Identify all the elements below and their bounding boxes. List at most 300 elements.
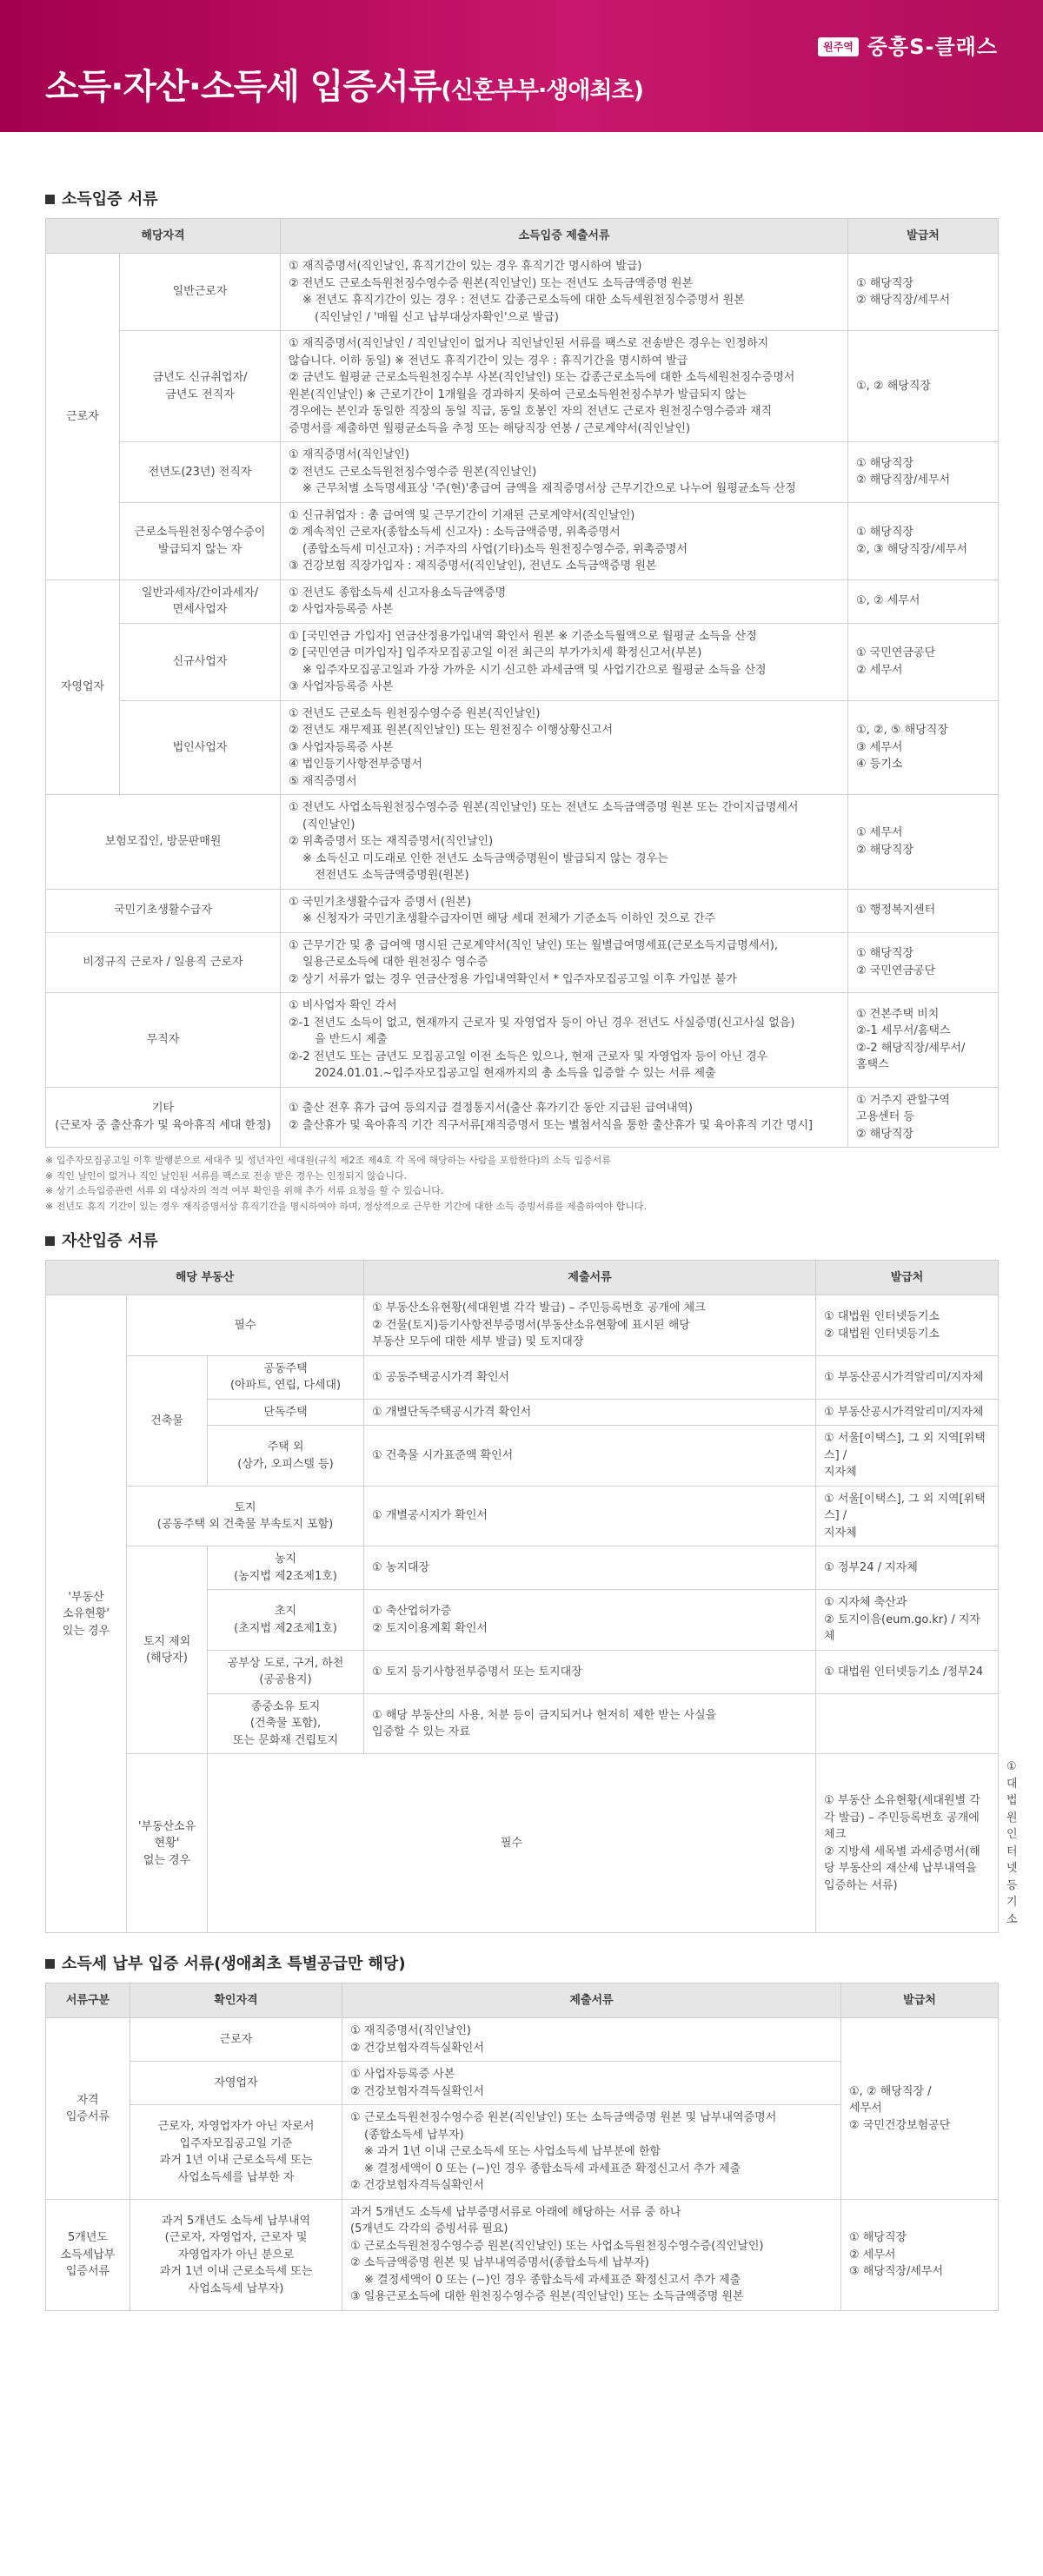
text-line: ④ 법인등기사항전부증명서 <box>289 758 422 771</box>
income-qual <box>46 795 281 890</box>
text-line: ② 건물(토지)등기사항전부증명서(부동산소유현황에 표시된 해당 <box>372 1318 690 1332</box>
income-docs <box>281 932 848 993</box>
text-line: (근로자, 자영업자, 근로자 및 <box>164 2231 308 2245</box>
text-line: ② 토지이음(eum.go.kr) / 지자체 <box>824 1612 980 1644</box>
asset-group-owned <box>46 1295 127 1933</box>
table-row <box>46 1486 999 1546</box>
text-line: 입증서류 <box>65 2265 110 2279</box>
text-line: ② 금년도 월평균 근로소득원천징수부 사본(직인날인) 또는 갑종근로소득에 대한 소득세원천징수증명서 <box>289 371 795 384</box>
asset-qual <box>208 1693 364 1754</box>
text-line: (건축물 포함), <box>249 1717 322 1731</box>
text-line: ③ 건강보험 직장가입자 : 재직증명서(직인날인), 전년도 소득금액증명 원본 <box>289 560 657 573</box>
income-qual <box>120 700 281 795</box>
section-income-title <box>45 188 998 211</box>
text-line: 전전년도 소득금액증명원(원본) <box>315 869 469 882</box>
income-issuer <box>848 254 999 331</box>
text-line: 토지 <box>234 1500 256 1514</box>
text-line: 법인사업자 <box>172 740 228 754</box>
text-line: ② 해당직장 <box>856 1127 914 1141</box>
text-line: 홈택스 <box>856 1058 889 1072</box>
text-line: 있는 경우 <box>62 1624 110 1638</box>
income-issuer <box>848 795 999 890</box>
text-line: ① 사업자등록증 사본 <box>350 2068 455 2082</box>
section-tax-label: 소득세 납부 입증 서류(생애최초 특별공급만 해당) <box>62 1955 406 1974</box>
text-line: (해당자) <box>146 1652 188 1665</box>
section-tax-title <box>45 1952 998 1976</box>
income-table-body <box>46 254 999 1148</box>
income-col-docs: 소득입증 제출서류 <box>281 219 848 254</box>
text-line: ① 전년도 사업소득원천징수영수증 원본(직인날인) 또는 전년도 소득금액증명 원본 또는 간이지급명세서 <box>289 801 799 814</box>
text-line: 세무서 <box>849 2102 882 2116</box>
text-line: ④ 등기소 <box>856 758 903 771</box>
text-line: ①, ②, ⑤ 해당직장 <box>856 724 948 737</box>
text-line: ①, ② 해당직장 <box>856 379 931 393</box>
header-banner <box>0 0 1043 132</box>
income-issuer <box>848 993 999 1088</box>
text-line: ③ 사업자등록증 사본 <box>289 740 394 754</box>
text-line: 입증하는 서류) <box>824 1878 898 1892</box>
text-line: ※ 상기 소득입증관련 서류 외 대상자의 적격 여부 확인을 위해 추가 서류 요청을 할 수 있습니다. <box>45 1185 444 1197</box>
tax-docs <box>342 2199 841 2310</box>
text-line: ① 서울[이택스], 그 외 지역[위택스] / <box>824 1492 986 1523</box>
text-line: ② 전년도 재무제표 원본(직인날인) 또는 원천징수 이행상황신고서 <box>289 724 614 737</box>
text-line: 필수 <box>234 1318 256 1332</box>
tax-issuer <box>841 2018 999 2200</box>
text-line: 을 반드시 제출 <box>315 1033 388 1046</box>
text-line: 2024.01.01.~입주자모집공고일 현재까지의 총 소득을 입증할 수 있는 서류 제출 <box>315 1067 716 1080</box>
text-line: 소유현황' <box>63 1607 110 1621</box>
text-line: ① 축산업허가증 <box>372 1605 452 1619</box>
text-line: ① 해당직장 <box>856 526 914 539</box>
income-qual <box>120 502 281 579</box>
text-line: 종중소유 토지 <box>250 1699 321 1713</box>
income-qual <box>120 442 281 503</box>
income-issuer <box>848 442 999 503</box>
text-line: ① 비사업자 확인 각서 <box>289 999 397 1012</box>
text-line: ※ 직인 날인이 없거나 직인 날인된 서류를 팩스로 전송 받은 경우는 인정되지 않습니다. <box>45 1169 407 1182</box>
text-line: ① 해당직장 <box>849 2231 907 2245</box>
tax-issuer <box>841 2199 999 2310</box>
text-line: ③ 해당직장/세무서 <box>849 2265 944 2279</box>
text-line: 발급되지 않는 자 <box>157 542 242 556</box>
text-line: ① 근로소득원천징수영수증 원본(직인날인) 또는 소득금액증명 원본 및 납부내역증명서 <box>350 2111 777 2125</box>
section-asset-label: 자산입증 서류 <box>62 1232 158 1251</box>
text-line: ※ 결정세액이 0 또는 (−)인 경우 종합소득세 과세표준 확정신고서 추가 제출 <box>364 2273 741 2287</box>
text-line: 일반과세자/간이과세자/ <box>141 586 259 599</box>
text-line: 금년도 신규취업자/ <box>152 371 248 384</box>
text-line: ① 견본주택 비치 <box>856 1007 940 1021</box>
income-issuer <box>848 932 999 993</box>
asset-docs <box>364 1355 816 1399</box>
text-line: ① 부동산공시가격알리미/지자체 <box>824 1370 984 1384</box>
text-line: ① 근무기간 및 총 급여액 명시된 근로계약서(직인 날인) 또는 월별급여명세표(근로소득지급명세서), <box>289 938 779 952</box>
table-row <box>46 993 999 1088</box>
asset-issuer <box>816 1486 999 1546</box>
square-icon <box>45 195 55 204</box>
text-line: ② 위촉증명서 또는 재직증명서(직인날인) <box>289 835 494 848</box>
page-subtitle: (신혼부부·생애최초) <box>441 77 643 104</box>
tax-col-qual: 확인자격 <box>130 1983 342 2018</box>
text-line: ②-2 해당직장/세무서/ <box>856 1041 966 1055</box>
asset-qual <box>208 1546 364 1590</box>
income-docs <box>281 442 848 503</box>
square-icon <box>45 1236 55 1246</box>
text-line: 건축물 <box>150 1414 183 1427</box>
asset-qual <box>208 1650 364 1693</box>
text-line: ※ 근무처별 소득명세표상 '주(현)'총급여 금액을 재직증명서상 근무기간으로 나누어 월평균소득 산정 <box>302 482 796 495</box>
table-row <box>46 932 999 993</box>
text-line: 과거 5개년도 소득세 납부내역 <box>161 2214 311 2228</box>
asset-qual <box>208 1399 364 1426</box>
text-line: 고용센터 등 <box>856 1110 914 1123</box>
text-line: ② 국민연금공단 <box>856 964 936 977</box>
text-line: (상가, 오피스텔 등) <box>237 1457 334 1471</box>
income-docs <box>281 795 848 890</box>
tax-docs <box>342 2018 841 2062</box>
text-line: 단독주택 <box>263 1405 308 1419</box>
text-line: (종합소득세 납부자) <box>364 2128 464 2142</box>
text-line: ① 서울[이택스], 그 외 지역[위택스] / <box>824 1432 986 1462</box>
asset-docs <box>364 1426 816 1487</box>
income-qual <box>46 932 281 993</box>
text-line: 일반근로자 <box>172 285 228 299</box>
text-line: ① 토지 등기사항전부증명서 또는 토지대장 <box>372 1665 582 1679</box>
text-line: ② 해당직장 <box>856 843 914 857</box>
brand-badge: 원주역 <box>818 37 859 56</box>
income-docs <box>281 993 848 1088</box>
income-docs <box>281 623 848 700</box>
tax-qual <box>130 2199 342 2310</box>
table-row <box>46 1355 999 1399</box>
text-line: ② 건강보험자격득실확인서 <box>350 2084 484 2098</box>
text-line: ※ 결정세액이 0 또는 (−)인 경우 종합소득세 과세표준 확정신고서 추가 제출 <box>364 2162 741 2175</box>
text-line: (공공용지) <box>259 1673 312 1687</box>
text-line: 사업소득세를 납부한 자 <box>177 2170 295 2184</box>
income-docs <box>281 254 848 331</box>
table-row <box>46 1087 999 1148</box>
tax-qual <box>130 2062 342 2105</box>
text-line: ① 세무서 <box>856 826 903 840</box>
text-line: ① 부동산 소유현황(세대원별 각각 발급) – 주민등록번호 공개에 체크 <box>824 1794 980 1842</box>
text-line: 입증서류 <box>65 2110 110 2124</box>
income-qual <box>46 1087 281 1148</box>
asset-qual <box>208 1355 364 1399</box>
text-line: 근로자 <box>66 409 99 423</box>
text-line: ⑤ 재직증명서 <box>289 774 357 788</box>
income-issuer <box>848 579 999 623</box>
text-line: 무직자 <box>146 1033 180 1046</box>
asset-qual <box>208 1754 816 1933</box>
text-line: 근로자, 자영업자가 아닌 자로서 <box>157 2120 315 2134</box>
asset-issuer <box>816 1426 999 1487</box>
text-line: 부동산 모두에 대한 세부 발급) 및 토지대장 <box>372 1335 584 1349</box>
tax-docs <box>342 2062 841 2105</box>
text-line: ① 근로소득원천징수영수증 원본(직인날인) 또는 사업소득원천징수영수증(직인날인) <box>350 2239 764 2253</box>
text-line: (아파트, 연립, 다세대) <box>229 1379 342 1393</box>
table-row <box>46 331 999 442</box>
text-line: 보험모집인, 방문판매원 <box>104 835 222 848</box>
text-line: (초지법 제2조제1호) <box>234 1621 337 1635</box>
tax-col-docs: 제출서류 <box>342 1983 841 2018</box>
asset-docs <box>364 1650 816 1693</box>
tax-group-qual <box>46 2018 130 2200</box>
text-line: ① 부동산소유현황(세대원별 각각 발급) – 주민등록번호 공개에 체크 <box>372 1301 706 1315</box>
text-line: ② 해당직장/세무서 <box>856 473 951 487</box>
text-line: ②-1 전년도 소득이 없고, 현재까지 근로자 및 자영업자 등이 아닌 경우 전년도 사실증명(신고사실 없음) <box>289 1016 795 1030</box>
text-line: 않습니다. 이하 동일) ※ 전년도 휴직기간이 있는 경우 : 휴직기간을 명시하여 발급 <box>289 354 688 368</box>
asset-docs <box>364 1295 816 1356</box>
text-line: ① 재직증명서(직인날인, 휴직기간이 있는 경우 휴직기간 명시하여 발급) <box>289 260 642 273</box>
text-line: 자영업자 <box>214 2076 258 2090</box>
asset-issuer <box>816 1355 999 1399</box>
text-line: ② 세무서 <box>849 2248 896 2261</box>
text-line: ② 건강보험자격득실확인서 <box>350 2179 484 2193</box>
text-line: 또는 문화재 건립토지 <box>232 1733 339 1747</box>
tax-docs <box>342 2105 841 2200</box>
text-line: 공부상 도로, 구거, 하천 <box>227 1656 344 1670</box>
tax-qual <box>130 2105 342 2200</box>
text-line: ① 대법원 인터넷등기소 /정부24 <box>824 1665 984 1679</box>
tax-col-issuer: 발급처 <box>841 1983 999 2018</box>
text-line: ※ 전년도 휴직기간이 있는 경우 : 전년도 갑종근로소득에 대한 소득세원천징수증명서 원본 <box>302 294 745 307</box>
text-line: ※ 신청자가 국민기초생활수급자이면 해당 세대 전체가 기준소득 이하인 것으로 간주 <box>302 912 716 925</box>
asset-qual <box>127 1486 364 1546</box>
asset-docs <box>364 1399 816 1426</box>
text-line: ② 대법원 인터넷등기소 <box>824 1327 940 1341</box>
asset-issuer <box>816 1650 999 1693</box>
text-line: 자격 <box>76 2093 99 2107</box>
square-icon <box>45 1959 55 1969</box>
text-line: ① 개별단독주택공시가격 확인서 <box>372 1405 532 1419</box>
asset-col-property: 해당 부동산 <box>46 1261 364 1295</box>
text-line: ①, ② 세무서 <box>856 594 920 608</box>
income-docs <box>281 579 848 623</box>
text-line: 소득세납부 <box>60 2248 116 2261</box>
text-line: 5개년도 <box>68 2231 108 2245</box>
text-line: (근로자 중 출산휴가 및 육아휴직 세대 한정) <box>55 1118 271 1132</box>
text-line: (직인날인 / '매월 신고 납부대상자확인'으로 발급) <box>315 310 559 324</box>
text-line: 자영업자가 아닌 분으로 <box>177 2248 295 2261</box>
income-issuer <box>848 502 999 579</box>
income-docs <box>281 700 848 795</box>
table-row <box>46 502 999 579</box>
text-line: 비정규직 근로자 / 일용직 근로자 <box>83 956 243 969</box>
income-qual <box>46 993 281 1088</box>
text-line: 일용근로소득에 대한 원천징수 영수증 <box>302 956 488 969</box>
text-line: ② 건강보험자격득실확인서 <box>350 2041 484 2055</box>
text-line: ① 지자체 축산과 <box>824 1596 907 1610</box>
text-line: 주택 외 <box>267 1440 304 1454</box>
text-line: ② 소득금액증명 원본 및 납부내역증명서(종합소득세 납부자) <box>350 2256 649 2270</box>
text-line: ① 출산 전후 휴가 급여 등의지급 결정통지서(출산 휴가기간 동안 지급된 급여내역) <box>289 1102 693 1116</box>
text-line: 과거 1년 이내 근로소득세 또는 <box>159 2154 313 2168</box>
text-line: '부동산소유현황' <box>137 1819 196 1851</box>
text-line: 지자체 <box>824 1466 857 1480</box>
text-line: ③ 일용근로소득에 대한 원천징수영수증 원본(직인날인) 또는 소득금액증명 원본 <box>350 2290 744 2304</box>
text-line: ① 해당직장 <box>856 276 914 290</box>
asset-col-docs: 제출서류 <box>364 1261 816 1295</box>
text-line: 토지 제외 <box>143 1634 191 1648</box>
text-line: 입주자모집공고일 기준 <box>179 2136 293 2150</box>
table-row <box>46 2199 999 2310</box>
asset-group-building <box>127 1355 208 1486</box>
text-line: ① 건축물 시가표준액 확인서 <box>372 1448 514 1462</box>
asset-table <box>45 1260 1018 1933</box>
text-line: 과거 1년 이내 근로소득세 또는 <box>159 2265 313 2279</box>
table-row <box>46 1295 999 1356</box>
text-line: (공동주택 외 건축물 부속토지 포함) <box>156 1518 334 1532</box>
tax-table <box>45 1983 999 2311</box>
text-line: ① 해당 부동산의 사용, 처분 등이 금지되거나 현저히 제한 받는 사실을 <box>372 1708 717 1722</box>
income-qual <box>120 254 281 331</box>
text-line: 원본(직인날인) ※ 근로기간이 1개월을 경과하지 못하여 근로소득원천징수부가 발급되지 않는 <box>289 387 747 401</box>
asset-docs <box>364 1693 816 1754</box>
text-line: ② 전년도 근로소득원천징수영수증 원본(직인날인) <box>289 465 537 479</box>
text-line: ② 국민건강보험공단 <box>849 2118 951 2132</box>
text-line: ① 국민기초생활수급자 증명서 (원본) <box>289 895 472 909</box>
asset-qual <box>208 1590 364 1651</box>
text-line: ① 거주지 관할구역 <box>856 1093 950 1107</box>
asset-qual <box>127 1295 364 1356</box>
text-line: ① 해당직장 <box>856 947 914 961</box>
text-line: ① 전년도 종합소득세 신고자용소득금액증명 <box>289 586 507 599</box>
text-line: ① 농지대장 <box>372 1561 430 1575</box>
text-line: 금년도 전직자 <box>165 387 235 401</box>
income-group <box>46 254 120 580</box>
table-row <box>46 889 999 932</box>
asset-issuer <box>816 1546 999 1590</box>
income-col-qual: 해당자격 <box>46 219 281 254</box>
text-line: (종합소득세 미신고자) : 거주자의 사업(기타)소득 원천징수영수증, 위촉증명서 <box>302 542 688 556</box>
income-issuer <box>848 700 999 795</box>
text-line: 공동주택 <box>263 1361 308 1375</box>
income-docs <box>281 889 848 932</box>
income-docs <box>281 1087 848 1148</box>
text-line: (직인날인) <box>302 818 355 831</box>
bottom-spacer <box>45 2311 998 2320</box>
text-line: 입증할 수 있는 자료 <box>372 1725 470 1739</box>
section-income-label: 소득입증 서류 <box>62 190 158 209</box>
text-line: 필수 <box>500 1837 523 1851</box>
income-issuer <box>848 623 999 700</box>
text-line: ②, ③ 해당직장/세무서 <box>856 542 968 556</box>
asset-issuer <box>816 1399 999 1426</box>
text-line: ②-1 세무서/홈택스 <box>856 1024 951 1038</box>
text-line: ② 출산휴가 및 육아휴직 기간 직구서류[재직증명서 또는 별첨서식을 통한 출산휴가 및 육아휴직 기간 명시] <box>289 1118 813 1132</box>
text-line: ③ 세무서 <box>856 740 903 754</box>
tax-qual <box>130 2018 342 2062</box>
asset-issuer <box>816 1693 999 1754</box>
income-issuer <box>848 331 999 442</box>
brand-name: 중흥S-클래스 <box>867 35 998 59</box>
content <box>0 132 1043 2320</box>
text-line: ② 전년도 근로소득원천징수영수증 원본(직인날인) 또는 전년도 소득금액증명 원본 <box>289 276 694 290</box>
text-line: 과거 5개년도 소득세 납부증명서류로 아래에 해당하는 서류 중 하나 <box>350 2205 681 2219</box>
text-line: ① 행정복지센터 <box>856 904 936 917</box>
text-line: ① 전년도 근로소득 원천징수영수증 원본(직인날인) <box>289 706 541 720</box>
text-line: ① 대법원 인터넷등기소 <box>824 1310 940 1324</box>
text-line: 사업소득세 납부자) <box>188 2281 284 2295</box>
table-row <box>46 254 999 331</box>
text-line: ② 세무서 <box>856 663 903 677</box>
text-line: 국민기초생활수급자 <box>113 904 213 917</box>
text-line: ① 국민연금공단 <box>856 646 936 659</box>
table-row <box>46 442 999 503</box>
tax-col-type: 서류구분 <box>46 1983 130 2018</box>
text-line: 면세사업자 <box>172 603 228 616</box>
text-line: ※ 과거 1년 이내 근로소득세 또는 사업소득세 납부분에 한함 <box>364 2145 661 2159</box>
text-line: ① 정부24 / 지자체 <box>824 1561 918 1575</box>
table-row <box>46 1546 999 1590</box>
income-issuer <box>848 889 999 932</box>
asset-docs <box>816 1754 999 1933</box>
text-line: (농지법 제2조제1호) <box>234 1569 337 1583</box>
text-line: ※ 전년도 휴직 기간이 있는 경우 재직증명서상 휴직기간을 명시하여야 하며, 정상적으로 근무한 기간에 대한 소득 증빙서류를 제출하여야 합니다. <box>45 1200 647 1212</box>
text-line: 근로소득원천징수영수증이 <box>134 526 266 539</box>
income-qual <box>46 889 281 932</box>
text-line: ①, ② 해당직장 / <box>849 2084 932 2098</box>
asset-qual <box>208 1426 364 1487</box>
text-line: ① 부동산공시가격알리미/지자체 <box>824 1405 984 1419</box>
page-title-main: 소득·자산·소득세 입증서류 <box>45 67 442 107</box>
text-line: ② 지방세 세목별 과세증명서(해당 부동산의 재산세 납부내역을 <box>824 1844 980 1876</box>
income-issuer <box>848 1087 999 1148</box>
text-line: (5개년도 각각의 증빙서류 필요) <box>350 2222 508 2236</box>
text-line: 농지 <box>274 1553 297 1566</box>
asset-group-land-excl <box>127 1546 208 1754</box>
text-line: '부동산 <box>68 1590 104 1604</box>
text-line: 전년도(23년) 전직자 <box>148 465 252 479</box>
text-line: ② [국민연금 미가입자] 입주자모집공고일 이전 최근의 부가가치세 확정신고서(부본) <box>289 646 702 659</box>
table-row <box>46 700 999 795</box>
text-line: ① 해당직장 <box>856 456 914 470</box>
text-line: ※ 입주자모집공고일과 가장 가까운 시기 신고한 과세금액 및 사업기간으로 월평균 소득을 산정 <box>302 663 767 677</box>
page-title <box>45 61 643 113</box>
text-line: ② 계속적인 근로자(종합소득세 신고자) : 소득금액증명, 위촉증명서 <box>289 526 621 539</box>
income-table <box>45 218 999 1148</box>
text-line: ② 상기 서류가 없는 경우 연금산정용 가입내역확인서 * 입주자모집공고일 이후 가입분 불가 <box>289 972 737 986</box>
text-line: ① 재직증명서(직인날인 / 직인날인이 없거나 직인날인된 서류를 팩스로 전송받은 경우는 인정하지 <box>289 337 769 350</box>
income-group <box>46 579 120 795</box>
table-row: '부동산소유현황' 없는 경우 필수 ① 부동산 소유현황(세대원별 각각 발급) – 주민등록번호 공개에 체크 ② 지방세 세목별 과세증명서(해당 부동산의 재산세 납부내역을 입증하는 서류) ① 대법원 인터넷등기소 <box>46 1754 999 1933</box>
table-row <box>46 2018 999 2062</box>
section-asset-title <box>45 1229 998 1253</box>
asset-issuer <box>816 1590 999 1651</box>
asset-group-none <box>127 1754 208 1933</box>
text-line: 없는 경우 <box>143 1853 191 1867</box>
income-qual <box>120 623 281 700</box>
income-col-issuer: 발급처 <box>848 219 999 254</box>
text-line: ※ 입주자모집공고일 이후 발행분으로 세대주 및 성년자인 세대원(규칙 제2조 제4호 각 목에 해당하는 사람을 포함한다)의 소득 입증서류 <box>45 1155 611 1166</box>
table-row <box>46 795 999 890</box>
text-line: ②-2 전년도 또는 금년도 모집공고일 이전 소득은 있으나, 현재 근로자 및 자영업자 등이 아닌 경우 <box>289 1050 768 1063</box>
table-row <box>46 623 999 700</box>
text-line: 증명서를 제출하면 월평균소득을 추정 또는 해당직장 연봉 / 근로계약서(직인날인) <box>289 421 691 435</box>
asset-col-issuer: 발급처 <box>816 1261 999 1295</box>
text-line: 신규사업자 <box>172 654 228 668</box>
text-line: ① 신규취업자 : 총 급여액 및 근무기간이 기재된 근로계약서(직인날인) <box>289 508 635 522</box>
brand <box>818 31 998 63</box>
text-line: 경우에는 본인과 동일한 직장의 동일 직급, 동일 호봉인 자의 전년도 근로자 원천징수영수증과 재직 <box>289 405 773 418</box>
income-notes <box>45 1153 998 1214</box>
income-qual <box>120 331 281 442</box>
text-line: ① 재직증명서(직인날인) <box>289 448 409 461</box>
text-line: ① 개별공시지가 확인서 <box>372 1509 488 1523</box>
text-line: 기타 <box>151 1102 175 1116</box>
text-line: ※ 소득신고 미도래로 인한 전년도 소득금액증명원이 발급되지 않는 경우는 <box>302 851 668 865</box>
text-line: ① [국민연금 가입자] 연금산정용가입내역 확인서 원본 ※ 기준소득월액으로 월평균 소득을 산정 <box>289 629 757 643</box>
text-line: ② 해당직장/세무서 <box>856 294 951 307</box>
